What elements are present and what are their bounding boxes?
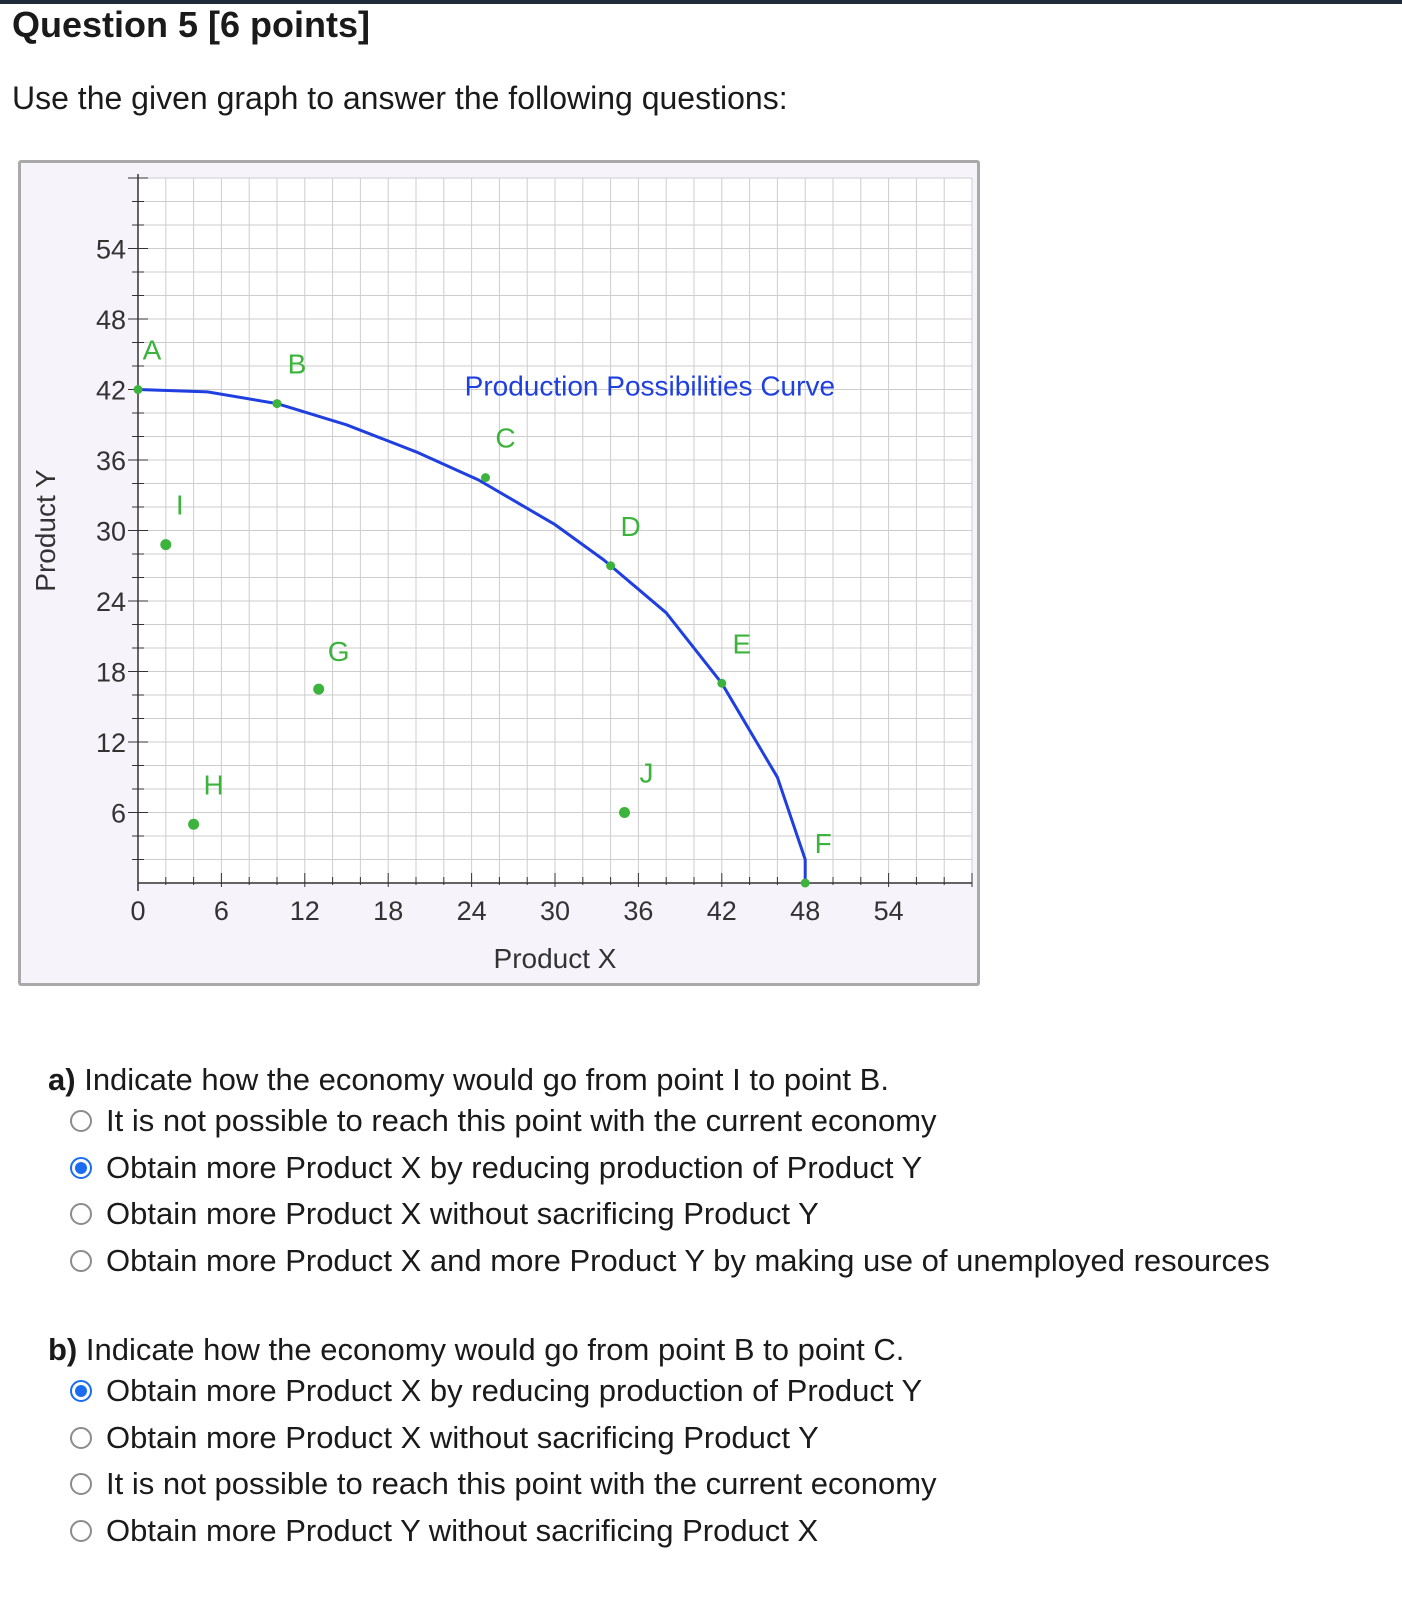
point-label-b: B [287,348,307,380]
option-label: Obtain more Product Y without sacrificing Product X [106,1512,819,1548]
part-a-option[interactable] [70,1145,1270,1192]
x-tick-label: 18 [373,896,404,926]
y-tick-label: 24 [95,587,126,617]
part-a-heading [48,1062,1270,1098]
point-h [188,819,199,830]
point-i [160,539,171,550]
x-tick-label: 48 [790,896,821,926]
point-label-c: C [495,422,516,454]
point-label-h: H [203,769,224,801]
chart-title: Production Possibilities Curve [464,370,836,402]
x-tick-label: 36 [623,896,654,926]
radio-button[interactable] [70,1203,92,1225]
x-tick-label: 24 [456,896,487,926]
x-tick-label: 6 [213,896,229,926]
radio-button[interactable] [70,1250,92,1272]
part-a-prompt: Indicate how the economy would go from point I to point B. [84,1062,889,1097]
part-b-option[interactable] [70,1415,937,1462]
point-label-g: G [327,636,350,668]
point-label-f: F [814,828,832,859]
option-label: Obtain more Product X by reducing production of Product Y [106,1373,923,1409]
y-tick-label: 6 [110,798,126,829]
part-b-letter: b) [48,1332,78,1367]
y-axis-label: Product Y [30,469,61,592]
y-tick-label: 48 [95,305,126,335]
radio-button[interactable] [70,1473,92,1495]
option-label: It is not possible to reach this point with the current economy [106,1103,937,1139]
option-label: Obtain more Product X and more Product Y by making use of unemployed resources [106,1242,1270,1278]
point-label-j: J [639,757,654,789]
point-g [313,684,324,695]
option-label: Obtain more Product X without sacrificing Product Y [106,1419,819,1455]
x-tick-label: 54 [873,896,904,926]
x-tick-label: 42 [706,896,737,926]
y-tick-label: 18 [95,657,126,688]
option-label: Obtain more Product X by reducing production of Product Y [106,1149,923,1185]
ppc-chart-frame [18,160,980,986]
radio-button[interactable] [70,1427,92,1449]
part-b-prompt: Indicate how the economy would go from point B to point C. [85,1332,905,1367]
question-part-a [48,1062,1270,1284]
x-tick-label: 0 [130,896,146,926]
part-b-option[interactable] [70,1508,937,1555]
x-tick-label: 30 [539,896,571,926]
radio-button[interactable] [70,1380,92,1402]
part-a-option[interactable] [70,1098,1270,1145]
point-j [619,807,630,818]
y-tick-label: 42 [95,375,126,406]
radio-button[interactable] [70,1157,92,1179]
radio-button[interactable] [70,1520,92,1542]
point-d [606,561,615,570]
point-b [273,399,282,408]
point-c [481,473,490,482]
y-tick-label: 12 [95,728,126,758]
part-a-letter: a) [48,1062,76,1097]
question-title: Question 5 [6 points] [12,4,371,45]
point-label-i: I [175,489,184,521]
x-axis-label: Product X [493,943,617,974]
option-label: It is not possible to reach this point with the current economy [106,1466,937,1502]
option-label: Obtain more Product X without sacrificing Product Y [106,1196,819,1232]
part-a-option[interactable] [70,1191,1270,1238]
point-e [717,679,726,688]
part-b-option[interactable] [70,1461,937,1508]
y-tick-label: 54 [95,234,126,265]
point-label-d: D [620,510,641,542]
y-tick-label: 30 [95,516,126,547]
ppc-chart [21,163,977,983]
part-a-option[interactable] [70,1238,1270,1285]
y-tick-label: 36 [95,446,126,476]
radio-button[interactable] [70,1110,92,1132]
point-label-e: E [732,628,752,660]
question-intro: Use the given graph to answer the following questions: [12,80,788,116]
x-tick-label: 12 [289,896,320,926]
question-part-b [48,1332,937,1554]
point-f [801,879,810,888]
part-b-heading [48,1332,937,1368]
point-label-a: A [142,334,162,366]
part-b-option[interactable] [70,1368,937,1415]
point-a [134,385,143,394]
